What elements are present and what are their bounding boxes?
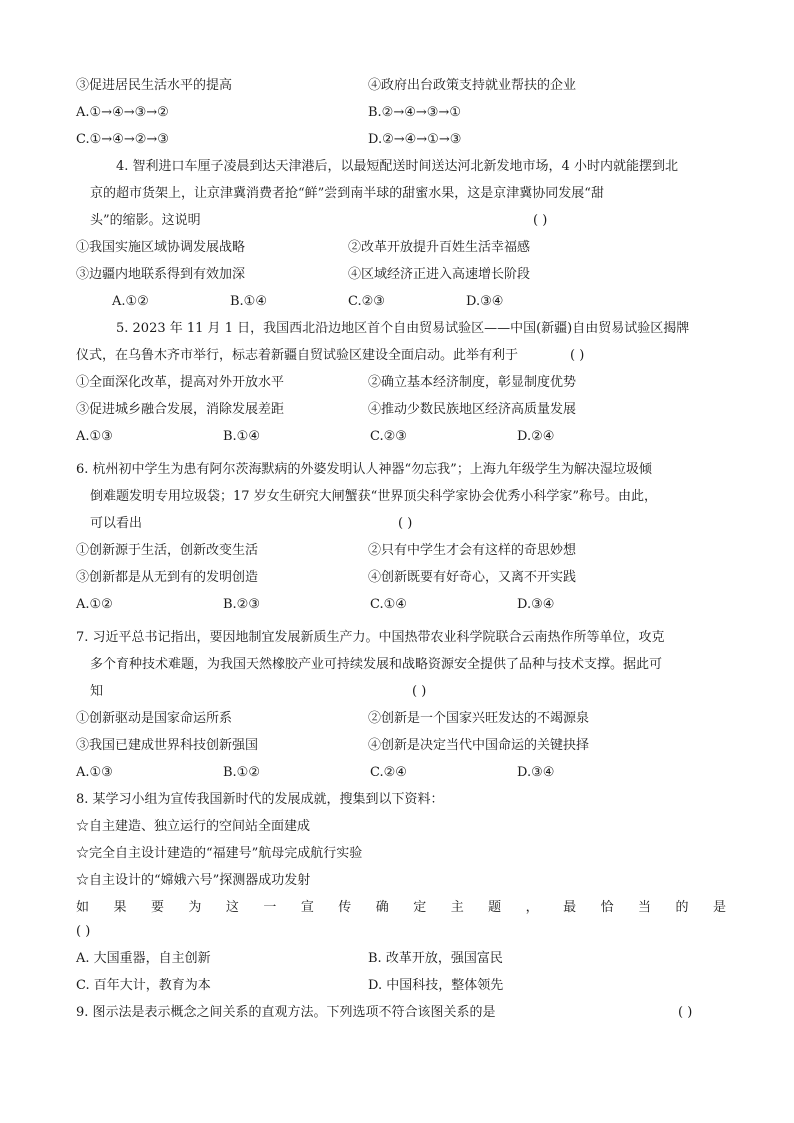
q3-choice-d: D.②→④→①→③ <box>368 132 462 147</box>
q4-stem-line-2: 京的超市货架上，让京津冀消费者抢“鲜”尝到南半球的甜蜜水果，这是京津冀协同发展“甜 <box>90 186 604 201</box>
q3-choice-b: B.②→④→③→① <box>368 105 461 120</box>
q8-question-char: 主 <box>450 900 464 915</box>
q5-option-4: ④推动少数民族地区经济高质量发展 <box>368 402 577 417</box>
q6-answer-paren: ( ) <box>398 516 413 531</box>
q8-item-2: ☆完全自主设计建造的“福建号”航母完成航行实验 <box>76 846 363 861</box>
q6-stem-line-1: 6. 杭州初中学生为患有阿尔茨海默病的外婆发明认人神器“勿忘我”；上海九年级学生为解决湿垃圾倾 <box>76 462 652 477</box>
q4-choice-c: C.②③ <box>348 294 385 309</box>
q8-question-char: 当 <box>638 900 652 915</box>
q5-choice-d: D.②④ <box>517 429 555 444</box>
q9-answer-paren: ( ) <box>678 1005 693 1020</box>
q4-choice-b: B.①④ <box>230 294 267 309</box>
q7-stem-line-3: 知 <box>90 684 104 699</box>
q5-option-2: ②确立基本经济制度，彰显制度优势 <box>368 375 577 390</box>
q3-option-4: ④政府出台政策支持就业帮扶的企业 <box>368 78 577 93</box>
q7-choice-d: D.③④ <box>517 765 555 780</box>
q3-option-3: ③促进居民生活水平的提高 <box>76 78 233 93</box>
q8-choice-b: B. 改革开放，强国富民 <box>368 951 503 966</box>
q5-answer-paren: ( ) <box>570 348 585 363</box>
q6-choice-d: D.③④ <box>517 597 555 612</box>
q8-question-char: 一 <box>263 900 277 915</box>
q8-question-line <box>76 900 726 916</box>
q8-stem: 8. 某学习小组为宣传我国新时代的发展成就，搜集到以下资料： <box>76 792 444 807</box>
q8-question-char: 定 <box>413 900 427 915</box>
q8-question-char: 最 <box>563 900 577 915</box>
q7-stem-line-1: 7. 习近平总书记指出，要因地制宜发展新质生产力。中国热带农业科学院联合云南热作所等单位，攻克 <box>76 630 665 645</box>
q8-question-char: 果 <box>113 900 127 915</box>
q7-option-1: ①创新驱动是国家命运所系 <box>76 711 233 726</box>
q8-choice-d: D. 中国科技，整体领先 <box>368 978 504 993</box>
q8-item-1: ☆自主建造、独立运行的空间站全面建成 <box>76 819 311 834</box>
q6-stem-line-2: 倒难题发明专用垃圾袋；17 岁女生研究大闸蟹获“世界顶尖科学家协会优秀小科学家”称号。由此， <box>90 489 657 504</box>
q3-choice-c: C.①→④→②→③ <box>76 132 169 147</box>
q5-choice-c: C.②③ <box>370 429 407 444</box>
q3-choice-a: A.①→④→③→② <box>76 105 169 120</box>
q8-question-char: ， <box>525 900 539 915</box>
q5-stem-line-1: 5. 2023 年 11 月 1 日，我国西北沿边地区首个自由贸易试验区——中国(新疆)自由贸易试验区揭牌 <box>116 321 690 336</box>
q7-option-3: ③我国已建成世界科技创新强国 <box>76 738 259 753</box>
q8-question-char: 如 <box>76 900 90 915</box>
q8-question-char: 的 <box>675 900 689 915</box>
q7-choice-b: B.①② <box>223 765 260 780</box>
q4-option-3: ③边疆内地联系得到有效加深 <box>76 267 246 282</box>
q8-question-char: 宣 <box>300 900 314 915</box>
q7-stem-line-2: 多个育种技术难题，为我国天然橡胶产业可持续发展和战略资源安全提供了品种与技术支撑。据此可 <box>90 657 663 672</box>
q4-answer-paren: ( ) <box>533 213 548 228</box>
q4-choice-a: A.①② <box>112 294 149 309</box>
q5-choice-b: B.①④ <box>223 429 260 444</box>
q4-option-4: ④区域经济正进入高速增长阶段 <box>348 267 531 282</box>
q4-stem-line-1: 4. 智利进口车厘子凌晨到达天津港后，以最短配送时间送达河北新发地市场，4 小时内就能摆到北 <box>116 159 678 174</box>
q5-option-3: ③促进城乡融合发展，消除发展差距 <box>76 402 285 417</box>
q6-choice-c: C.①④ <box>370 597 407 612</box>
q8-question-char: 确 <box>375 900 389 915</box>
q5-choice-a: A.①③ <box>76 429 113 444</box>
q6-option-1: ①创新源于生活，创新改变生活 <box>76 543 259 558</box>
q8-question-char: 传 <box>338 900 352 915</box>
q4-stem-line-3: 头”的缩影。这说明 <box>90 213 201 228</box>
q8-question-char: 恰 <box>600 900 614 915</box>
q4-choice-d: D.③④ <box>466 294 504 309</box>
q5-option-1: ①全面深化改革，提高对外开放水平 <box>76 375 285 390</box>
q8-question-char: 是 <box>712 900 726 915</box>
q8-choice-a: A. 大国重器，自主创新 <box>76 951 211 966</box>
q8-choice-c: C. 百年大计，教育为本 <box>76 978 211 993</box>
q8-question-char: 要 <box>150 900 164 915</box>
q7-choice-c: C.②④ <box>370 765 407 780</box>
q8-question-char: 这 <box>225 900 239 915</box>
q7-answer-paren: ( ) <box>412 684 427 699</box>
q6-option-3: ③创新都是从无到有的发明创造 <box>76 570 259 585</box>
q8-question-char: 题 <box>488 900 502 915</box>
q7-choice-a: A.①③ <box>76 765 113 780</box>
q4-option-2: ②改革开放提升百姓生活幸福感 <box>348 240 531 255</box>
q8-question-char: 为 <box>188 900 202 915</box>
q8-item-3: ☆自主设计的“嫦娥六号”探测器成功发射 <box>76 873 311 888</box>
q9-stem: 9. 图示法是表示概念之间关系的直观方法。下列选项不符合该图关系的是 <box>76 1005 496 1020</box>
q6-option-4: ④创新既要有好奇心，又离不开实践 <box>368 570 577 585</box>
q6-stem-line-3: 可以看出 <box>90 516 143 531</box>
q6-choice-b: B.②③ <box>223 597 260 612</box>
q6-option-2: ②只有中学生才会有这样的奇思妙想 <box>368 543 577 558</box>
q6-choice-a: A.①② <box>76 597 113 612</box>
q4-option-1: ①我国实施区域协调发展战略 <box>76 240 246 255</box>
q7-option-4: ④创新是决定当代中国命运的关键抉择 <box>368 738 590 753</box>
q5-stem-line-2: 仪式，在乌鲁木齐市举行，标志着新疆自贸试验区建设全面启动。此举有利于 <box>76 348 519 363</box>
q8-answer-paren: ( ) <box>76 924 91 939</box>
q7-option-2: ②创新是一个国家兴旺发达的不竭源泉 <box>368 711 590 726</box>
